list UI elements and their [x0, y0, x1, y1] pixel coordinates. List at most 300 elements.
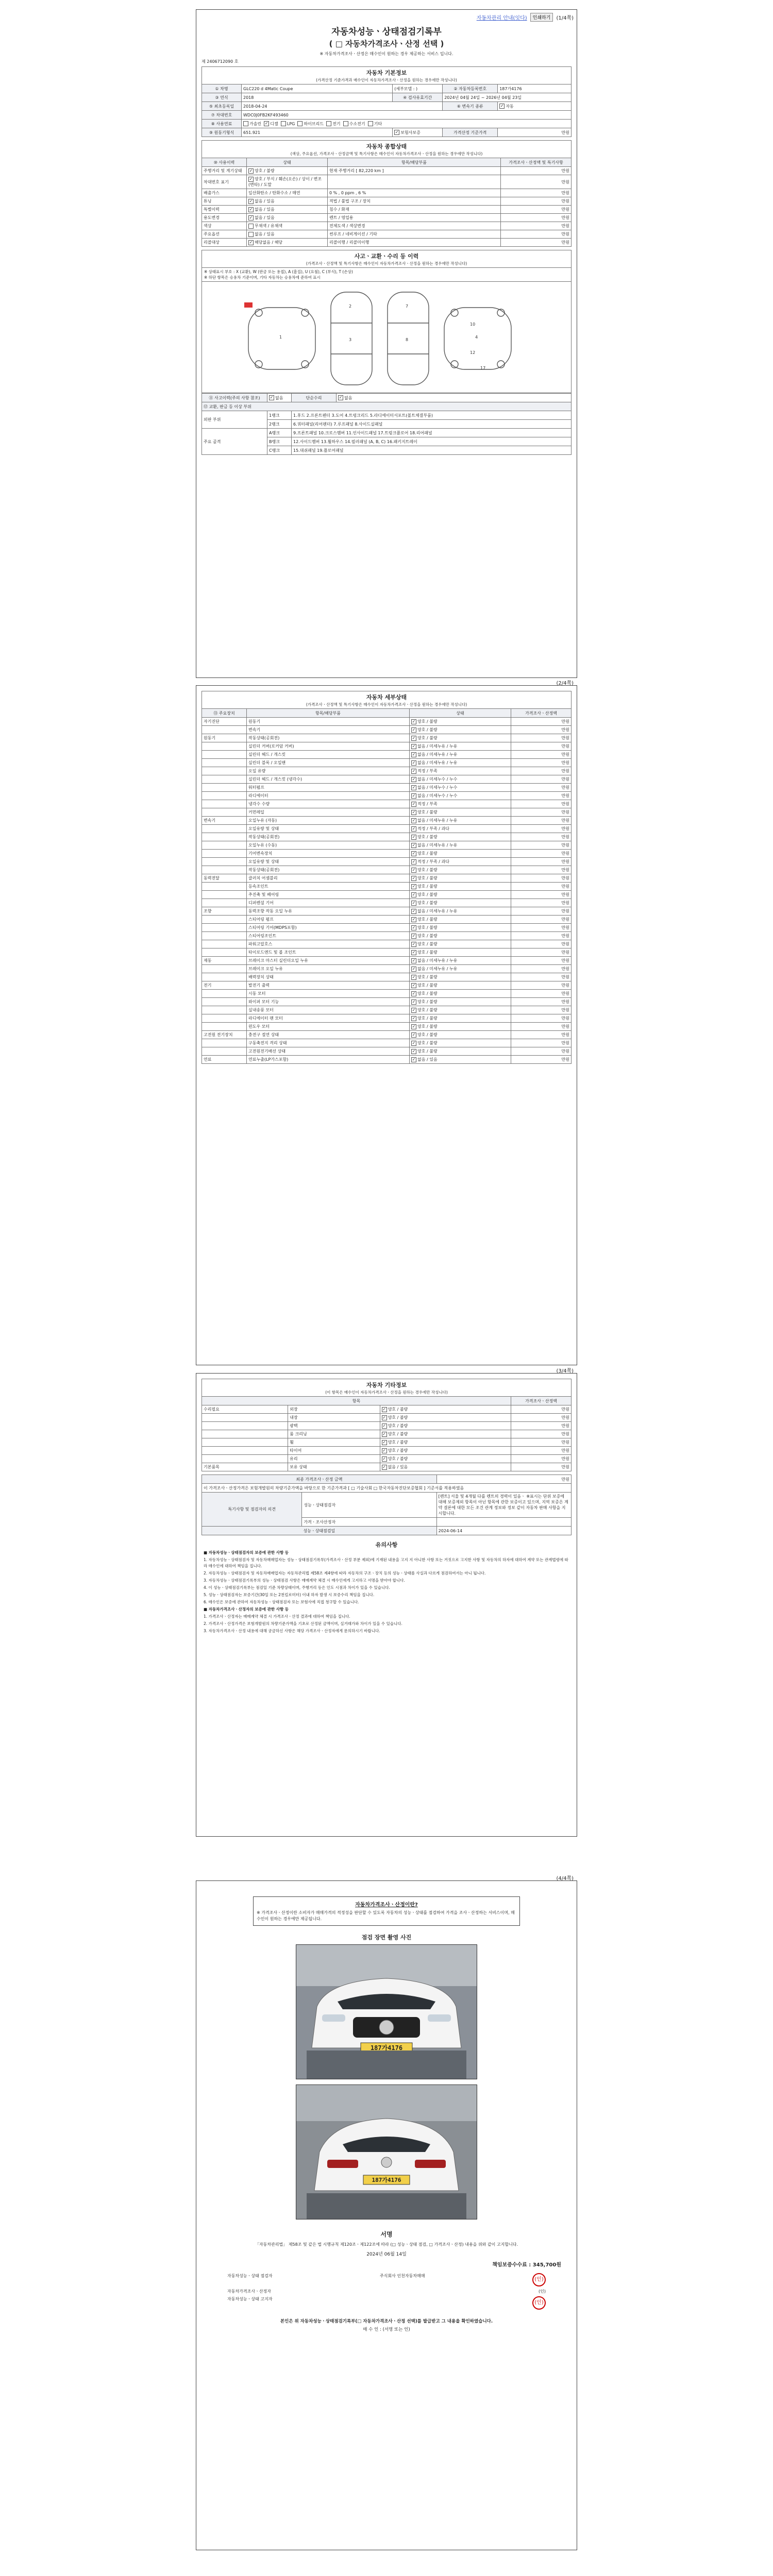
row-group — [202, 792, 247, 800]
row-state: ✓ 없음 / 미세누유 / 누유 — [410, 965, 511, 973]
row-state: ✓ 없음 / 미세누유 / 누유 — [410, 759, 511, 767]
check-icon: ✓ — [412, 933, 416, 938]
row-item: 워터펌프 — [247, 784, 410, 792]
table-row — [202, 1414, 572, 1422]
check-icon: ✓ — [412, 826, 416, 831]
row-group — [202, 883, 247, 891]
basic-info-section — [201, 66, 572, 137]
accident-table: ⑪ 사고이력(주의 사항 참조) ✓ 없음 단순수리 ✓ 없음 ⑫ 교환, 판금 등 이상 부위 외판 부위 1랭크 1.후드 2.프론트펜더 3.도어 4.트렁크리드 5.라디에이터서포트(볼트체결부품) 2랭크 6.쿼터패널(리어펜더) 7.루프패널 8.사이드실패널 주요 골격 A랭크 9.프론트패널 10.크로스멤버 11.인사이드패널 17.트렁크플로어 18.리어패널 B랭크 12.사이드멤버 13.휠하우스 14.필러패널 (A, B, C) 16.패키지트레이 C랭크 15.대쉬패널 19.플로어패널 — [201, 393, 572, 455]
row-item: 내장 — [288, 1414, 380, 1422]
row-group — [202, 924, 247, 932]
row-group — [202, 858, 247, 866]
row-price: 만원 — [511, 858, 572, 866]
row-state: ✓ 양호 / 불량 — [380, 1447, 511, 1455]
other-table: 항목 가격조사ㆍ산정액 수리필요 외장 ✓ 양호 / 불량 만원 내장 ✓ 양호 / 불량 만원 광택 ✓ 양호 / 불량 만원 룸 크리닝 ✓ 양호 / 불량 만원 휠 ✓ 양호 / 불량 만원 타이어 ✓ 양호 / 불량 만원 유리 ✓ 양호 / 불량 만원 기본품목 보유 상태 ✓ 없음 / 있음 만원 — [201, 1396, 572, 1471]
table-row: 배출가스 일산화탄소 / 탄화수소 / 매연 0 % , 0 ppm , 6 % 만원 — [202, 189, 572, 197]
row-state: ✓ 양호 / 불량 — [380, 1414, 511, 1422]
row-group — [202, 751, 247, 759]
check-icon: ✓ — [412, 727, 416, 732]
check-icon: ✓ — [412, 1024, 416, 1029]
table-row: 주행거리 및 계기상태 ✓ 양호 / 불량 현재 주행거리 [ 82,220 km ] 만원 — [202, 167, 572, 175]
row-group: 동력전달 — [202, 874, 247, 883]
sign-date: 2024년 06월 14일 — [366, 2252, 407, 2257]
row-item: 작동상태(공회전) — [247, 734, 410, 742]
check-icon: ✓ — [412, 867, 416, 872]
inspection-photo-rear — [296, 2084, 477, 2219]
table-row — [202, 767, 572, 775]
check-icon: ✓ — [412, 974, 416, 979]
table-row — [202, 726, 572, 734]
check-icon: ✓ — [412, 875, 416, 880]
sign-title: 서명 — [380, 2231, 393, 2238]
car-rear-image — [296, 2085, 477, 2219]
row-group: 자기진단 — [202, 718, 247, 726]
row-price: 만원 — [511, 1438, 572, 1447]
table-row — [202, 1463, 572, 1471]
table-row — [202, 825, 572, 833]
row-item: 추진축 및 베어링 — [247, 891, 410, 899]
row-group — [202, 808, 247, 817]
check-icon: ✓ — [412, 917, 416, 922]
table-row — [202, 924, 572, 932]
row-price: 만원 — [511, 1047, 572, 1056]
fuel-options: 가솔린 ✓ 디젤 LPG 하이브리드 전기 수소전기 기타 — [242, 120, 572, 128]
table-row: 리콜대상 ✓ 해당없음 / 해당 리콜이행 / 리콜미이행 만원 — [202, 239, 572, 247]
svg-text:7: 7 — [406, 304, 409, 309]
row-item: 고전원전기배선 상태 — [247, 1047, 410, 1056]
row-state: ✓ 없음 / 있음 — [410, 1056, 511, 1064]
row-item: 실린더 헤드 / 개스킷 — [247, 751, 410, 759]
state-section — [201, 140, 572, 247]
check-icon: ✓ — [382, 1456, 386, 1461]
table-row — [202, 883, 572, 891]
row-state: ✓ 양호 / 불량 — [410, 924, 511, 932]
row-group: 제동 — [202, 957, 247, 965]
row-group: 전기 — [202, 981, 247, 990]
inspection-photo-front — [296, 1944, 477, 2079]
check-icon: ✓ — [412, 801, 416, 806]
table-row: 용도변경 ✓ 없음 / 있음 렌트 / 영업용 만원 — [202, 214, 572, 222]
row-state: ✓ 없음 / 미세누유 / 누유 — [410, 907, 511, 916]
row-item: 연료누출(LP가스포함) — [247, 1056, 410, 1064]
row-price: 만원 — [511, 1430, 572, 1438]
signers — [227, 2273, 546, 2310]
row-price: 만원 — [511, 981, 572, 990]
row-item: 실린더 커버(로커암 커버) — [247, 742, 410, 751]
check-icon: ✓ — [412, 842, 416, 848]
row-state: ✓ 양호 / 불량 — [410, 916, 511, 924]
row-price: 만원 — [511, 800, 572, 808]
row-group — [202, 990, 247, 998]
row-state: ✓ 양호 / 불량 — [410, 1023, 511, 1031]
check-icon: ✓ — [382, 1415, 386, 1420]
table-row — [202, 751, 572, 759]
row-item: 스티어링조인트 — [247, 932, 410, 940]
row-price: 만원 — [511, 784, 572, 792]
table-row — [202, 734, 572, 742]
signer-row: 자동차성능ㆍ상태 고지자 (인) — [227, 2296, 546, 2310]
row-price: 만원 — [511, 965, 572, 973]
row-state: ✓ 양호 / 불량 — [410, 990, 511, 998]
table-row — [202, 784, 572, 792]
row-item: 오일 유량 — [247, 767, 410, 775]
row-state: ✓ 양호 / 불량 — [380, 1422, 511, 1430]
row-item: 오일누유 (수동) — [247, 841, 410, 850]
row-price: 만원 — [511, 907, 572, 916]
row-price: 만원 — [511, 1422, 572, 1430]
page-4 — [196, 1876, 577, 2550]
row-state: ✓ 없음 / 미세누유 / 누유 — [410, 742, 511, 751]
table-row — [202, 742, 572, 751]
table-row — [202, 916, 572, 924]
row-state: ✓ 적정 / 부족 — [410, 767, 511, 775]
table-row — [202, 841, 572, 850]
svg-text:1: 1 — [279, 335, 282, 340]
table-row — [202, 965, 572, 973]
table-row — [202, 1056, 572, 1064]
row-price: 만원 — [511, 1405, 572, 1414]
check-icon: ✓ — [382, 1406, 386, 1412]
row-group — [202, 1023, 247, 1031]
check-icon: ✓ — [412, 950, 416, 955]
signer-row: 자동차성능ㆍ상태 점검자 주식회사 인천자동차매매 (인) — [227, 2273, 546, 2286]
row-item: 파워고압호스 — [247, 940, 410, 948]
doc-subtitle: ( □ 자동차가격조사ㆍ산정 선택 ) — [329, 39, 444, 48]
check-icon: ✓ — [412, 941, 416, 946]
row-price: 만원 — [511, 841, 572, 850]
row-item: 오일유량 및 상태 — [247, 825, 410, 833]
row-group — [202, 932, 247, 940]
notice-body: ■ 자동차성능ㆍ상태점검자의 보증에 관한 사항 등 1. 자동차성능ㆍ상태점검자 및 자동차매매업자는 성능ㆍ상태점검기록부(가격조사ㆍ산정 부분 제외)에 기재된 내용을 고지 지 아니한 사항 또는 거짓으로 고지한 사항 및 자동차의 하자에 대하여 계약 또는 관계법령에 따라 매수인에 대하여 책임을 집니다. 2. 자동차성능ㆍ상태점검자 및 자동차매매업자는 자동차관리법 제58조 제4항에 따라 자동차의 구조ㆍ장치 등의 성능ㆍ상태를 사실과 다르게 점검하여서는 아니 됩니다. 3. 자동차성능ㆍ상태점검기록부의 성능ㆍ상태점검 사항은 매매계약 체결 시 매수인에게 고지하고 서명을 받아야 합니다. 4. 이 성능ㆍ상태점검기록부는 점검일 기준 차량상태이며, 주행거리 등은 인도 시점과 차이가 있을 수 있습니다. 5. 성능ㆍ상태점검자는 보증기간(30일 또는 2천킬로미터) 이내 하자 발생 시 보증수리 책임을 집니다. 6. 매수인은 보증에 관하여 자동차성능ㆍ상태점검자 또는 보험사에 직접 청구할 수 있습니다. ■ 자동차가격조사ㆍ산정자의 보증에 관한 사항 등 1. 가격조사ㆍ산정자는 매매계약 체결 시 가격조사ㆍ산정 결과에 대하여 책임을 집니다. 2. 가격조사ㆍ산정가격은 보험개발원의 차량기준가액을 기초로 산정된 금액이며, 실거래가와 차이가 있을 수 있습니다. 3. 자동차가격조사ㆍ산정 내용에 대해 궁금하신 사항은 해당 가격조사ㆍ산정자에게 문의하시기 바랍니다. — [204, 1550, 568, 1633]
row-price: 만원 — [511, 850, 572, 858]
accident-table-wrap — [201, 393, 572, 455]
table-row — [202, 907, 572, 916]
accident-section — [201, 250, 572, 281]
row-item: 등속조인트 — [247, 883, 410, 891]
row-price: 만원 — [511, 1039, 572, 1047]
row-item: 디퍼렌셜 기어 — [247, 899, 410, 907]
table-row — [202, 850, 572, 858]
table-row — [202, 891, 572, 899]
row-state: ✓ 양호 / 불량 — [380, 1455, 511, 1463]
row-price: 만원 — [511, 833, 572, 841]
check-icon: ✓ — [412, 735, 416, 740]
section-title: 자동차 종합상태 — [201, 140, 572, 150]
license-plate: 187가4176 — [372, 2177, 401, 2183]
row-price: 만원 — [511, 874, 572, 883]
row-item: 작동상태(공회전) — [247, 833, 410, 841]
doc-title: 자동차성능ㆍ상태점검기록부 — [331, 27, 442, 37]
row-group: 변속기 — [202, 817, 247, 825]
table-row — [202, 981, 572, 990]
notice-title: 유의사항 — [375, 1541, 398, 1548]
check-icon: ✓ — [412, 1048, 416, 1054]
row-group: 수리필요 — [202, 1405, 288, 1414]
row-price: 만원 — [511, 726, 572, 734]
table-row: 튜닝 ✓ 없음 / 있음 적법 / 불법 구조 / 장치 만원 — [202, 197, 572, 206]
row-price: 만원 — [511, 825, 572, 833]
check-icon: ✓ — [412, 884, 416, 889]
row-price: 만원 — [511, 883, 572, 891]
section-note: (가격조사ㆍ산정액 및 특기사항은 매수인이 자동차가격조사ㆍ산정을 원하는 경우에만 작성니다) — [201, 260, 572, 267]
table-row — [202, 957, 572, 965]
svg-text:3: 3 — [349, 337, 352, 342]
row-group — [202, 973, 247, 981]
row-group — [202, 800, 247, 808]
table-row — [202, 792, 572, 800]
row-price: 만원 — [511, 899, 572, 907]
row-state: ✓ 양호 / 불량 — [410, 998, 511, 1006]
section-title: 자동차 기본정보 — [201, 66, 572, 77]
row-group — [202, 1039, 247, 1047]
row-state: ✓ 없음 / 미세누유 / 누유 — [410, 751, 511, 759]
table-row — [202, 858, 572, 866]
row-price: 만원 — [511, 891, 572, 899]
row-item: 휠 — [288, 1438, 380, 1447]
car-outline-svg — [202, 282, 573, 392]
row-state: ✓ 양호 / 불량 — [410, 973, 511, 981]
check-icon: ✓ — [412, 900, 416, 905]
section-note: (가격산정 기준가격과 매수인이 자동차가격조사ㆍ산정을 원하는 경우에만 작성니다) — [201, 77, 572, 84]
section-title: 사고ㆍ교환ㆍ수리 등 이력 — [201, 250, 572, 260]
row-item: 유리 — [288, 1455, 380, 1463]
row-item: 스티어링 펌프 — [247, 916, 410, 924]
row-price: 만원 — [511, 817, 572, 825]
row-price: 만원 — [511, 767, 572, 775]
table-row — [202, 1023, 572, 1031]
svg-text:4: 4 — [475, 335, 478, 340]
svg-text:17: 17 — [480, 366, 486, 370]
row-price: 만원 — [511, 1056, 572, 1064]
table-row — [202, 817, 572, 825]
row-state: ✓ 양호 / 불량 — [410, 808, 511, 817]
table-row: 차대번호 표기 ✓ 양호 / 부식 / 훼손(오손) / 상이 / 변조(변타) / 도말 만원 — [202, 175, 572, 189]
table-row — [202, 1438, 572, 1447]
section-note: (가격조사ㆍ산정액 및 특기사항은 매수인이 자동차가격조사ㆍ산정을 원하는 경우에만 작성니다) — [201, 701, 572, 708]
row-item: 변속기 — [247, 726, 410, 734]
other-section — [201, 1379, 572, 1535]
table-row: 주요옵션 없음 / 있음 썬루프 / 네비게이션 / 기타 만원 — [202, 230, 572, 239]
row-item: 발전기 출력 — [247, 981, 410, 990]
row-price: 만원 — [511, 998, 572, 1006]
row-state: ✓ 없음 / 있음 — [380, 1463, 511, 1471]
row-item: 실린더 블록 / 오일팬 — [247, 759, 410, 767]
row-group — [202, 1455, 288, 1463]
doc-number: 제 2406712090 호 — [201, 59, 239, 64]
row-price: 만원 — [511, 1414, 572, 1422]
row-group: 원동기 — [202, 734, 247, 742]
table-row — [202, 775, 572, 784]
print-button[interactable]: 인쇄하기 — [530, 13, 553, 22]
row-item: 외장 — [288, 1405, 380, 1414]
row-group — [202, 1438, 288, 1447]
table-row — [202, 1039, 572, 1047]
row-state: ✓ 양호 / 불량 — [410, 850, 511, 858]
row-group — [202, 916, 247, 924]
row-price: 만원 — [511, 1447, 572, 1455]
row-price: 만원 — [511, 734, 572, 742]
row-price: 만원 — [511, 742, 572, 751]
row-state: ✓ 없음 / 미세누유 / 누유 — [410, 957, 511, 965]
check-icon: ✓ — [412, 818, 416, 823]
check-icon: ✓ — [412, 859, 416, 864]
page-number: (1/4쪽) — [556, 15, 574, 21]
row-item: 커먼레일 — [247, 808, 410, 817]
svg-text:10: 10 — [470, 322, 476, 327]
table-row — [202, 1447, 572, 1455]
row-price: 만원 — [511, 932, 572, 940]
detail-section — [201, 691, 572, 1064]
row-group — [202, 965, 247, 973]
check-icon: ✓ — [412, 1007, 416, 1012]
table-row — [202, 899, 572, 907]
table-row — [202, 1014, 572, 1023]
row-state: ✓ 양호 / 불량 — [410, 1014, 511, 1023]
row-item: 광택 — [288, 1422, 380, 1430]
svg-text:8: 8 — [406, 337, 409, 342]
row-price: 만원 — [511, 924, 572, 932]
check-icon: ✓ — [412, 1040, 416, 1045]
check-icon: ✓ — [412, 908, 416, 913]
row-group — [202, 1006, 247, 1014]
row-price: 만원 — [511, 1014, 572, 1023]
row-item: 실내송풍 모터 — [247, 1006, 410, 1014]
table-row — [202, 808, 572, 817]
page-number: (4/4쪽) — [556, 1876, 574, 1882]
row-item: 오일누유 (자동) — [247, 817, 410, 825]
row-group — [202, 948, 247, 957]
table-row — [202, 1405, 572, 1414]
table-row — [202, 998, 572, 1006]
table-row — [202, 866, 572, 874]
row-state: ✓ 양호 / 불량 — [410, 1047, 511, 1056]
row-item: 라디에이터 — [247, 792, 410, 800]
basic-info-table: ① 차명 GLC220 d 4Matic Coupe (세부모델 : ) ② 자동차등록번호 187가4176 ③ 연식 2018 ④ 검사유효기간 2024년 04월 24일 ~ 2026년 04월 23일 ⑤ 최초등록일 2018-04-24 ⑥ 변속기 종류 ✓ 자동 ⑦ 차대번호 WDC0J0FB2KF493460 ⑧ 사용연료 가솔린 ✓ 디젤 LPG 하이브리드 전기 수소전기 기타 ⑨ 원동기형식 651.921 ✓ 보험사보증 가격산정 기준가격 만원 — [201, 84, 572, 137]
section-title: 자동차 세부상태 — [201, 691, 572, 701]
row-group: 조향 — [202, 907, 247, 916]
row-state: ✓ 양호 / 불량 — [410, 891, 511, 899]
table-row: 특별이력 ✓ 없음 / 있음 침수 / 화재 만원 — [202, 206, 572, 214]
row-state: ✓ 없음 / 미세누수 / 누수 — [410, 775, 511, 784]
check-icon: ✓ — [412, 719, 416, 724]
check-icon: ✓ — [412, 785, 416, 790]
accident-legend: ※ 상태표시 부호 : X (교환), W (판금 또는 용접), A (흠집), U (요철), C (부식), T (손상) ※ 하단 항목은 승용차 기준이며, 기타 자동차는 승용차에 준하여 표시 — [201, 267, 572, 281]
check-icon: ✓ — [382, 1439, 386, 1445]
row-item: 시동 모터 — [247, 990, 410, 998]
section-note: (이 항목은 매수인이 자동차가격조사ㆍ산정을 원하는 경우에만 작성니다) — [201, 1389, 572, 1396]
row-item: 오일유량 및 상태 — [247, 858, 410, 866]
row-price: 만원 — [511, 1031, 572, 1039]
row-state: ✓ 없음 / 미세누수 / 누수 — [410, 792, 511, 800]
row-item: 와이퍼 모터 기능 — [247, 998, 410, 1006]
row-group — [202, 767, 247, 775]
row-group — [202, 1422, 288, 1430]
row-state: ✓ 양호 / 불량 — [410, 726, 511, 734]
seal-stamp: (인) — [532, 2273, 546, 2286]
row-group — [202, 775, 247, 784]
table-row — [202, 990, 572, 998]
row-group: 기본품목 — [202, 1463, 288, 1471]
table-row — [202, 1422, 572, 1430]
row-price: 만원 — [511, 957, 572, 965]
row-group — [202, 784, 247, 792]
row-state: ✓ 양호 / 불량 — [410, 899, 511, 907]
row-price: 만원 — [511, 948, 572, 957]
row-price: 만원 — [511, 866, 572, 874]
check-icon: ✓ — [412, 752, 416, 757]
row-state: ✓ 양호 / 불량 — [410, 981, 511, 990]
car-diagram — [201, 281, 572, 393]
row-group — [202, 726, 247, 734]
section-note: (색상, 주요옵션, 가격조사ㆍ산정금액 및 특기사항은 매수인이 자동차가격조사ㆍ산정을 원하는 경우에만 작성니다) — [201, 150, 572, 158]
row-item: 냉각수 수량 — [247, 800, 410, 808]
row-item: 타이어 — [288, 1447, 380, 1455]
check-icon: ✓ — [412, 793, 416, 798]
row-item: 윈도우 모터 — [247, 1023, 410, 1031]
table-row — [202, 948, 572, 957]
row-state: ✓ 양호 / 불량 — [410, 874, 511, 883]
row-item: 기어변속장치 — [247, 850, 410, 858]
row-item: 브레이크 오일 누유 — [247, 965, 410, 973]
table-row — [202, 1031, 572, 1039]
table-row — [202, 800, 572, 808]
row-state: ✓ 양호 / 불량 — [410, 932, 511, 940]
row-state: ✓ 양호 / 불량 — [380, 1438, 511, 1447]
row-price: 만원 — [511, 990, 572, 998]
row-group — [202, 825, 247, 833]
check-icon: ✓ — [412, 999, 416, 1004]
row-state: ✓ 양호 / 불량 — [380, 1430, 511, 1438]
check-icon: ✓ — [412, 1057, 416, 1062]
check-icon: ✓ — [412, 834, 416, 839]
row-price: 만원 — [511, 1455, 572, 1463]
row-price: 만원 — [511, 775, 572, 784]
row-state: ✓ 적정 / 부족 / 과다 — [410, 825, 511, 833]
check-icon: ✓ — [412, 991, 416, 996]
help-link[interactable]: 자동차관리 안내(잇다) — [476, 15, 527, 21]
state-table: ⑩ 사용이력 상태 항목/해당부품 가격조사ㆍ산정액 및 특기사항 주행거리 및 계기상태 ✓ 양호 / 불량 현재 주행거리 [ 82,220 km ] 만원 차대번호 표기 ✓ 양호 / 부식 / 훼손(오손) / 상이 / 변조(변타) / 도말 만원 배출가스 일산화탄소 / 탄화수소 / 매연 0 % , 0 ppm , 6 % 만원 튜닝 ✓ 없음 / 있음 적법 / 불법 구조 / 장치 만원 특별이력 ✓ 없음 / 있음 침수 / 화재 만원 용도변경 ✓ 없음 / 있음 렌트 / 영업용 만원 색상 무채색 / 유채색 전체도색 / 색상변경 만원 주요옵션 없음 / 있음 썬루프 / 네비게이션 / 기타 만원 리콜대상 ✓ 해당없음 / 해당 리콜이행 / 리콜미이행 만원 — [201, 158, 572, 247]
row-state: ✓ 양호 / 불량 — [410, 866, 511, 874]
check-icon: ✓ — [412, 1015, 416, 1021]
footer-text: 본인은 위 자동차성능ㆍ상태점검기록부(□ 자동차가격조사ㆍ산정 선택)를 발급받고 그 내용을 확인하였습니다. — [280, 2319, 493, 2324]
row-state: ✓ 양호 / 불량 — [410, 1031, 511, 1039]
table-row — [202, 1430, 572, 1438]
row-group — [202, 1047, 247, 1056]
final-price-table: 최종 가격조사ㆍ산정 금액 만원 이 가격조사ㆍ산정가격은 보험개발원의 차량기준가액을 바탕으로 한 기준가격과 [ □ 기술사회 □ 한국자동차진단보증협회 ] 기준서를 적용하였음 특기사항 및 점검자의 의견 성능ㆍ상태점검자 [렌트] 서울 및 4개월 다를 렌트의 경력이 있음ㆍ ※표시는 단위 보증에 대해 보증제외 항목이 아닌 항목에 관한 보증이고 있으며, 지역 보증은 계약 결론에 대한 모든 조건 관계 정보와 정보 같이 자동차 판매 사항을 지시합니다. 가격ㆍ조사산정자 성능ㆍ상태점검일 2024-06-14 — [201, 1475, 572, 1535]
buyer-sign: 매 수 인 : (서명 또는 인) — [363, 2327, 410, 2332]
check-icon: ✓ — [382, 1448, 386, 1453]
table-row — [202, 718, 572, 726]
row-price: 만원 — [511, 751, 572, 759]
license-plate: 187가4176 — [370, 2044, 403, 2052]
car-front-image — [296, 1945, 477, 2079]
row-item: 보유 상태 — [288, 1463, 380, 1471]
page-number: (3/4쪽) — [556, 1368, 574, 1374]
row-group — [202, 1430, 288, 1438]
table-row — [202, 1455, 572, 1463]
check-icon: ✓ — [412, 1032, 416, 1037]
row-price: 만원 — [511, 792, 572, 800]
row-item: 타이로드엔드 및 볼 조인트 — [247, 948, 410, 957]
check-icon: ✓ — [412, 925, 416, 930]
row-price: 만원 — [511, 940, 572, 948]
row-group: 고전원 전기장치 — [202, 1031, 247, 1039]
row-price: 만원 — [511, 759, 572, 767]
table-row — [202, 759, 572, 767]
check-icon: ✓ — [412, 768, 416, 773]
check-icon: ✓ — [412, 809, 416, 815]
row-price: 만원 — [511, 916, 572, 924]
